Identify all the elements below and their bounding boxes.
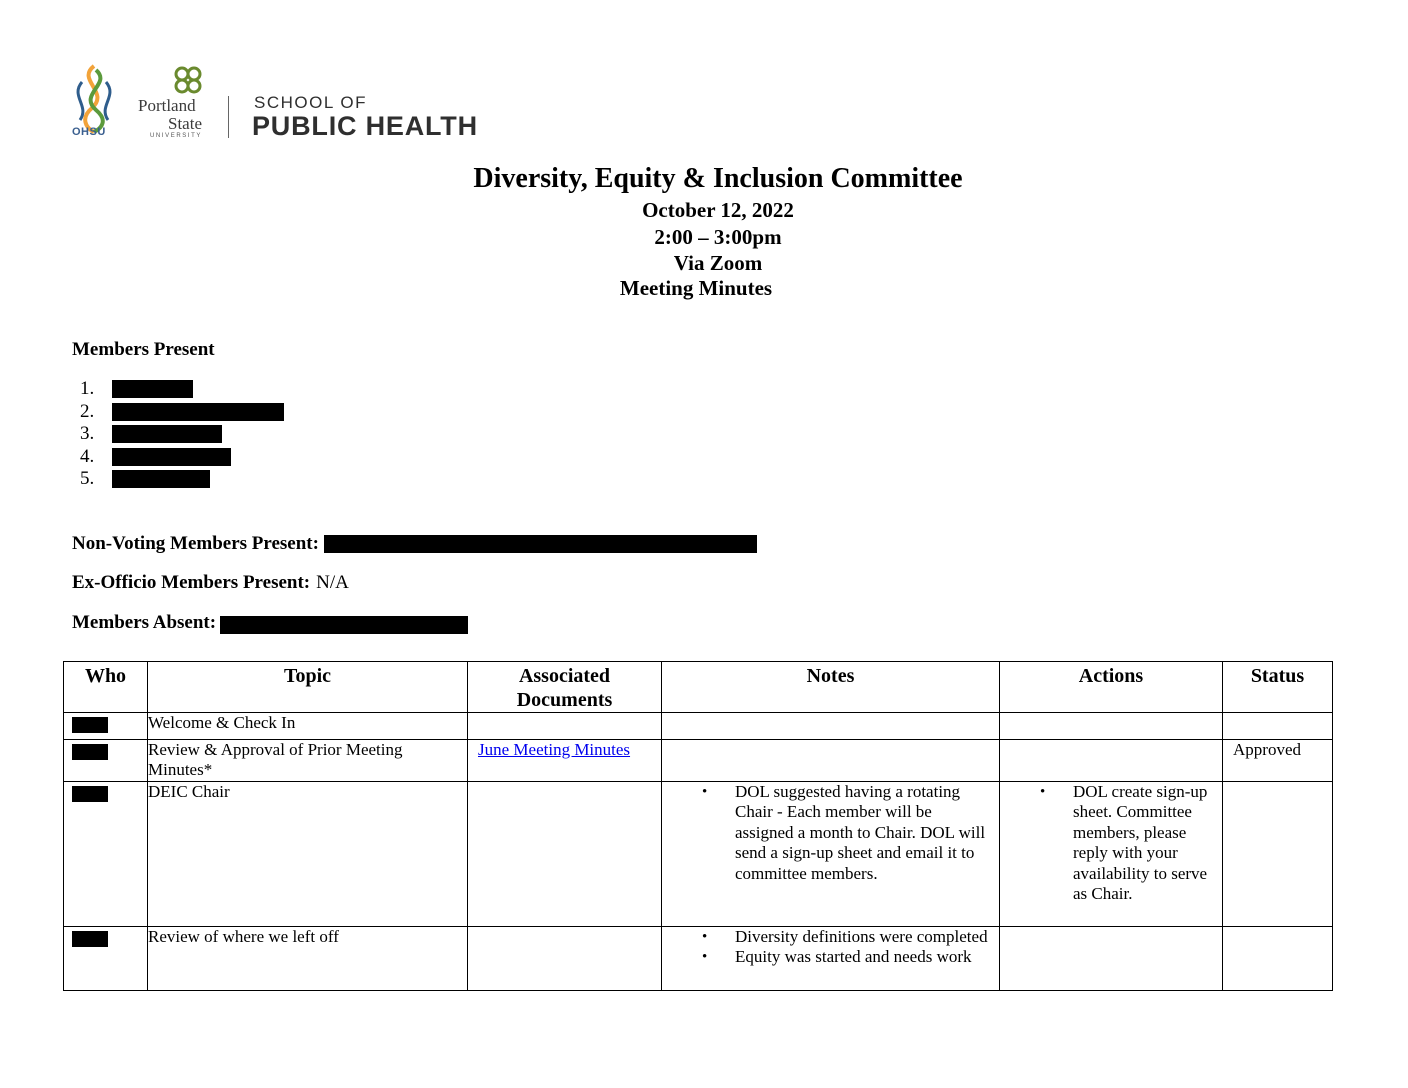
psu-university-label: UNIVERSITY xyxy=(150,133,203,139)
ex-officio-value: N/A xyxy=(316,572,349,593)
minutes-table xyxy=(63,661,1333,991)
notes-list xyxy=(662,782,999,885)
list-item xyxy=(80,401,284,424)
status-value: Approved xyxy=(1233,739,1301,759)
who-cell xyxy=(64,926,148,990)
topic-cell: Welcome & Check In xyxy=(148,713,468,740)
members-present-list xyxy=(80,378,284,491)
sph-line2: PUBLIC HEALTH xyxy=(252,111,478,141)
ex-officio-members-line xyxy=(72,572,349,594)
june-minutes-link[interactable]: June Meeting Minutes xyxy=(478,739,631,759)
table-row xyxy=(64,926,1333,990)
redacted-name xyxy=(112,403,284,421)
redacted-who xyxy=(72,717,108,733)
redacted-who xyxy=(72,744,108,760)
meeting-time: 2:00 – 3:00pm xyxy=(654,225,782,249)
who-cell xyxy=(64,781,148,926)
notes-cell xyxy=(662,739,1000,781)
notes-cell xyxy=(662,713,1000,740)
status-cell xyxy=(1223,926,1333,990)
actions-list xyxy=(1000,782,1222,905)
list-number: 1. xyxy=(80,378,95,400)
members-absent-line xyxy=(72,612,468,634)
table-row xyxy=(64,739,1333,781)
list-item xyxy=(80,468,284,491)
psu-name-line2: State xyxy=(168,114,202,133)
note-item: • Diversity definitions were completed xyxy=(662,927,999,948)
redacted-names xyxy=(324,535,757,553)
topic-cell: Review of where we left off xyxy=(148,926,468,990)
column-header-actions: Actions xyxy=(1000,662,1223,713)
table-row xyxy=(64,713,1333,740)
members-absent-label: Members Absent: xyxy=(72,612,217,633)
topic-cell: Review & Approval of Prior Meeting Minutes* xyxy=(148,739,468,781)
table-row xyxy=(64,781,1333,926)
column-header-topic: Topic xyxy=(148,662,468,713)
redacted-name xyxy=(112,425,222,443)
redacted-who xyxy=(72,931,108,947)
note-item: • DOL suggested having a rotating Chair - Each member will be assigned a month to Chair. DOL will send a sign-up sheet and email it to committee members. xyxy=(662,782,999,885)
meeting-venue: Via Zoom xyxy=(673,251,763,275)
actions-cell xyxy=(1000,926,1223,990)
redacted-who xyxy=(72,786,108,802)
topic-cell: DEIC Chair xyxy=(148,781,468,926)
sph-line1: SCHOOL OF xyxy=(254,93,367,112)
redacted-name xyxy=(112,470,210,488)
documents-cell xyxy=(468,781,662,926)
list-item xyxy=(80,423,284,446)
actions-cell xyxy=(1000,739,1223,781)
psu-logo-icon xyxy=(170,62,206,98)
documents-cell xyxy=(468,713,662,740)
documents-header-line1: Associated xyxy=(518,665,611,687)
members-present-heading: Members Present xyxy=(72,339,215,360)
status-cell xyxy=(1223,739,1333,781)
actions-cell xyxy=(1000,713,1223,740)
documents-header-line2: Documents xyxy=(516,689,613,711)
column-header-status: Status xyxy=(1223,662,1333,713)
psu-name-line1: Portland xyxy=(138,96,196,115)
who-cell xyxy=(64,739,148,781)
document-kind: Meeting Minutes xyxy=(619,276,773,300)
redacted-names xyxy=(220,616,468,634)
ohsu-label: OHSU xyxy=(72,126,106,138)
header-logos xyxy=(66,62,496,144)
non-voting-members-line xyxy=(72,533,757,555)
notes-cell xyxy=(662,781,1000,926)
who-cell xyxy=(64,713,148,740)
documents-cell xyxy=(468,926,662,990)
table-header-row xyxy=(64,662,1333,713)
document-title: Diversity, Equity & Inclusion Committee xyxy=(473,163,963,194)
column-header-who: Who xyxy=(64,662,148,713)
column-header-notes: Notes xyxy=(662,662,1000,713)
status-cell xyxy=(1223,713,1333,740)
list-number: 2. xyxy=(80,400,95,422)
meeting-date: October 12, 2022 xyxy=(642,198,794,222)
notes-cell xyxy=(662,926,1000,990)
list-number: 3. xyxy=(80,423,95,445)
redacted-name xyxy=(112,448,231,466)
notes-list xyxy=(662,927,999,968)
ex-officio-label: Ex-Officio Members Present: xyxy=(72,572,311,593)
list-item xyxy=(80,446,284,469)
documents-cell xyxy=(468,739,662,781)
note-item: • Equity was started and needs work xyxy=(662,947,999,968)
redacted-name xyxy=(112,380,193,398)
non-voting-label: Non-Voting Members Present: xyxy=(72,533,319,554)
logo-divider xyxy=(228,96,229,138)
column-header-documents xyxy=(468,662,662,713)
list-number: 5. xyxy=(80,468,95,490)
status-cell xyxy=(1223,781,1333,926)
list-item xyxy=(80,378,284,401)
action-item: • DOL create sign-up sheet. Committee members, please reply with your availability to serve as Chair. xyxy=(1000,782,1222,905)
list-number: 4. xyxy=(80,445,95,467)
actions-cell xyxy=(1000,781,1223,926)
